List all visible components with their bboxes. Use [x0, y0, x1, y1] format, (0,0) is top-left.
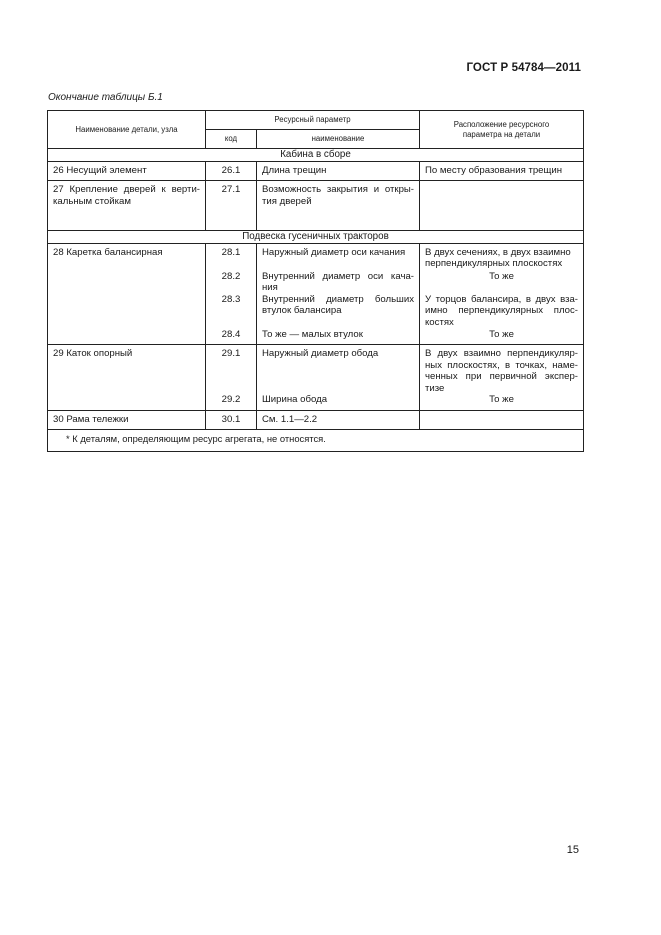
header-part-name: Наименование детали, узла	[48, 111, 206, 149]
document-code: ГОСТ Р 54784—2011	[466, 62, 581, 74]
code-cell	[206, 243, 257, 345]
header-code: код	[206, 130, 257, 149]
location-value: То же	[489, 394, 514, 405]
table-row	[48, 181, 584, 231]
resource-table	[47, 110, 584, 452]
location-cell: По месту образования трещин	[420, 161, 584, 181]
code-value: 29.2	[221, 394, 241, 405]
param-name-value: Наружный диаметр оси качания	[262, 246, 406, 258]
table-row	[48, 161, 584, 181]
page-number: 15	[566, 844, 579, 856]
code-cell: 27.1	[206, 181, 257, 231]
location-value: В двух взаимно перпендикуляр-ных плоскостях, в точках, наме-ченных при первичной экспер-тизе	[425, 348, 578, 394]
param-name-cell: Возможность закрытия и откры-тия дверей	[257, 181, 420, 231]
code-value: 28.2	[221, 270, 241, 282]
part-name-cell: 27 Крепление дверей к верти-кальным стойкам	[48, 181, 206, 231]
param-name-value: То же — малых втулок	[262, 328, 363, 340]
param-name-value: Наружный диаметр обода	[262, 348, 379, 359]
code-value: 28.1	[221, 246, 241, 258]
location-cell	[420, 410, 584, 430]
table-row	[48, 243, 584, 345]
code-cell	[206, 345, 257, 411]
section-title: Кабина в сборе	[48, 149, 584, 162]
location-value: У торцов балансира, в двух вза-имно перпендикулярных плос-костях	[425, 293, 578, 328]
location-cell	[420, 181, 584, 231]
param-name-cell: См. 1.1—2.2	[257, 410, 420, 430]
param-name-cell	[257, 345, 420, 411]
header-name: наименование	[257, 130, 420, 149]
section-title: Подвеска гусеничных тракторов	[48, 231, 584, 244]
location-value: То же	[489, 270, 514, 282]
code-value: 28.4	[221, 328, 241, 340]
part-name-cell: 29 Каток опорный	[48, 345, 206, 411]
table-row	[48, 410, 584, 430]
param-name-value: Внутренний диаметр оси кача-ния	[262, 270, 414, 293]
header-location: Расположение ресурсного параметра на детали	[420, 111, 584, 149]
part-name-cell: 26 Несущий элемент	[48, 161, 206, 181]
param-name-value: Внутренний диаметр больших втулок балансира	[262, 293, 414, 316]
code-value: 29.1	[221, 348, 241, 359]
table-header-row	[48, 111, 584, 130]
section-row	[48, 149, 584, 162]
section-row	[48, 231, 584, 244]
param-name-value: Ширина обода	[262, 394, 328, 405]
code-value: 28.3	[221, 293, 241, 305]
footnote: * К деталям, определяющим ресурс агрегата, не относятся.	[48, 430, 584, 452]
footnote-row	[48, 430, 584, 452]
part-name-cell: 30 Рама тележки	[48, 410, 206, 430]
param-name-cell	[257, 243, 420, 345]
table-row	[48, 345, 584, 411]
part-name-cell: 28 Каретка балансирная	[48, 243, 206, 345]
header-resource-param: Ресурсный параметр	[206, 111, 420, 130]
location-value: В двух сечениях, в двух взаимно перпендикулярных плоскостях	[425, 246, 571, 269]
location-cell	[420, 243, 584, 345]
param-name-cell: Длина трещин	[257, 161, 420, 181]
location-cell	[420, 345, 584, 411]
location-value: То же	[489, 328, 514, 340]
code-cell: 30.1	[206, 410, 257, 430]
table-caption: Окончание таблицы Б.1	[48, 92, 163, 103]
code-cell: 26.1	[206, 161, 257, 181]
